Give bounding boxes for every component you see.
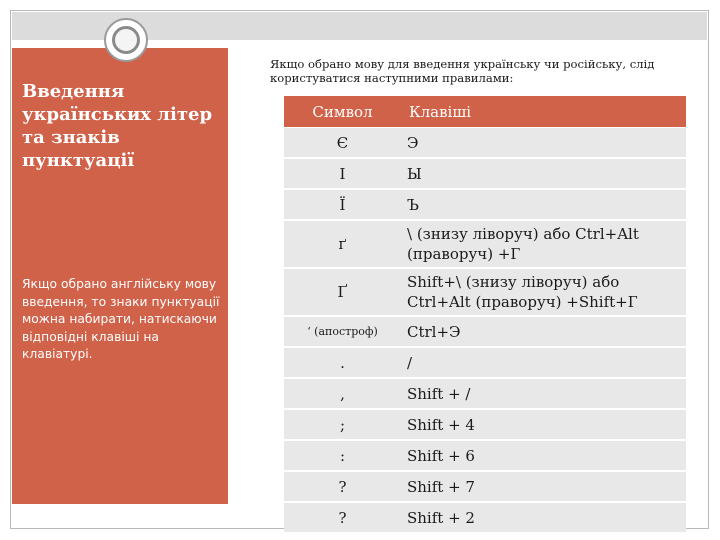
table-row: [284, 268, 686, 316]
symbol-cell: ґ: [284, 220, 401, 268]
keys-cell: Shift + 4: [401, 409, 686, 440]
table-row: [284, 220, 686, 268]
table-header-row: [284, 96, 686, 128]
keys-cell: Ъ: [401, 189, 686, 220]
table-row: [284, 471, 686, 502]
symbol-cell: :: [284, 440, 401, 471]
ring-icon: [104, 18, 148, 62]
keys-cell: Ы: [401, 158, 686, 189]
keys-cell: Shift + 7: [401, 471, 686, 502]
symbol-cell: Ї: [284, 189, 401, 220]
keys-cell: /: [401, 347, 686, 378]
keys-cell: Э: [401, 128, 686, 159]
keys-cell: Shift+\ (знизу ліворуч) або Ctrl+Alt (праворуч) +Shift+Г: [401, 268, 686, 316]
keys-cell: Shift + 6: [401, 440, 686, 471]
table-row: [284, 409, 686, 440]
slide-title: Введення українських літер та знаків пунктуації: [22, 81, 213, 171]
intro-text: Якщо обрано мову для введення українську чи російську, слід користуватися наступними правилами:: [270, 57, 655, 85]
table-row: [284, 378, 686, 409]
table-row: [284, 158, 686, 189]
symbol-cell: ?: [284, 502, 401, 533]
keys-cell: Shift + 2: [401, 502, 686, 533]
table-row: [284, 502, 686, 533]
keys-cell: Shift + /: [401, 378, 686, 409]
symbol-cell: .: [284, 347, 401, 378]
table-row: [284, 316, 686, 347]
table-row: [284, 347, 686, 378]
symbol-cell: ;: [284, 409, 401, 440]
ring-inner: [112, 26, 140, 54]
table-row: [284, 189, 686, 220]
symbol-cell: Ґ: [284, 268, 401, 316]
header-symbol: Символ: [284, 96, 401, 128]
keys-cell: \ (знизу ліворуч) або Ctrl+Alt (праворуч) +Г: [401, 220, 686, 268]
symbol-cell: І: [284, 158, 401, 189]
symbol-cell: Є: [284, 128, 401, 159]
header-keys: Клавіші: [401, 96, 686, 128]
table-row: [284, 440, 686, 471]
symbol-cell: ,: [284, 378, 401, 409]
symbol-cell: ?: [284, 471, 401, 502]
symbol-cell: ‘ (апостроф): [284, 316, 401, 347]
table-row: [284, 128, 686, 159]
key-table: [284, 96, 686, 534]
keys-cell: Ctrl+Э: [401, 316, 686, 347]
left-description: Якщо обрано англійську мову введення, то знаки пунктуації можна набирати, натискаючи відповідні клавіші на клавіатурі.: [22, 277, 220, 361]
